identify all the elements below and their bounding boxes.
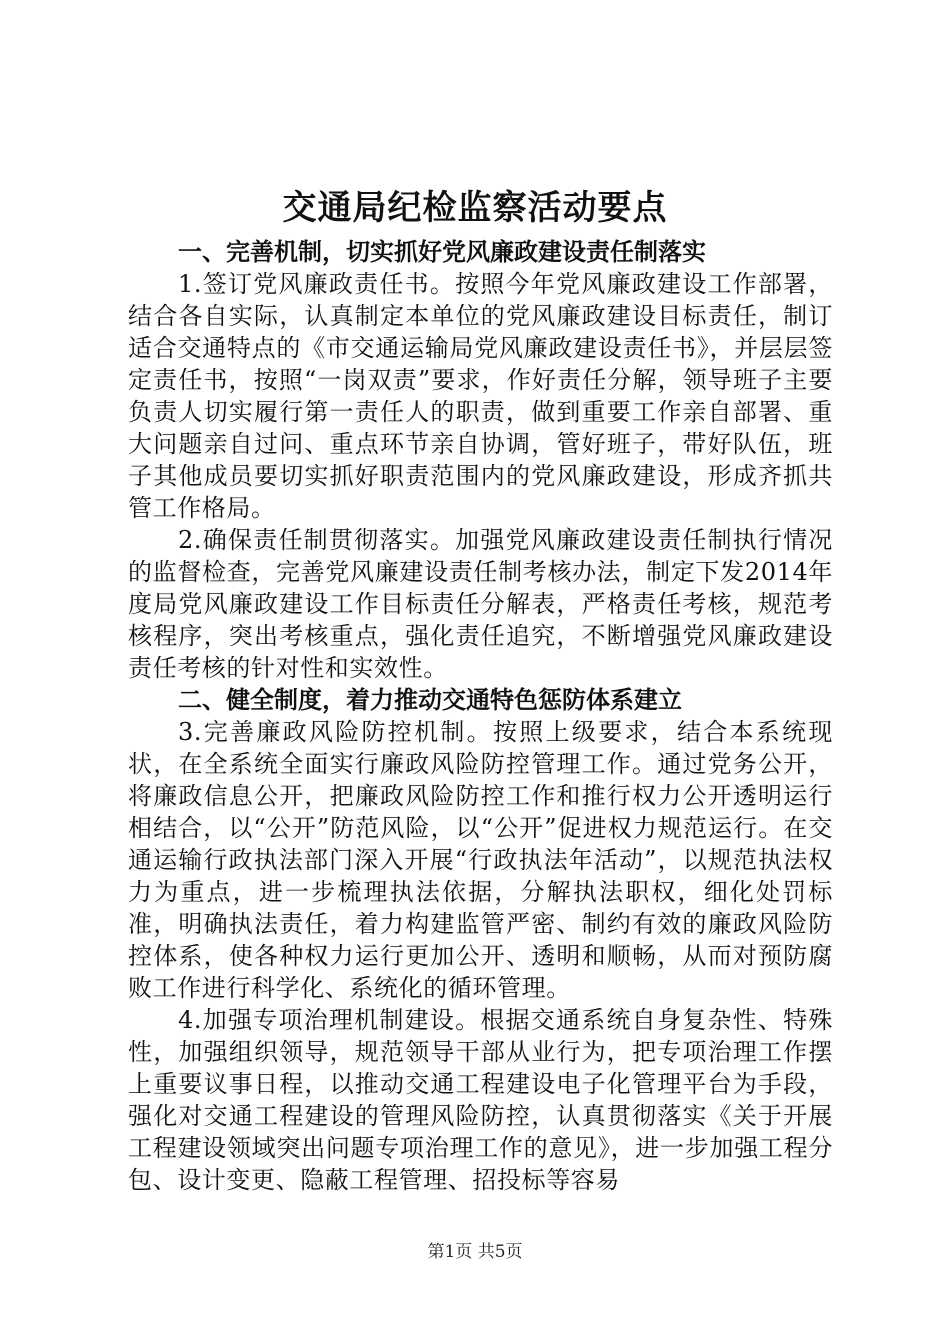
paragraph: 1.签订党风廉政责任书。按照今年党风廉政建设工作部署，结合各自实际，认真制定本单位的党风廉政建设目标责任，制订适合交通特点的《市交通运输局党风廉政建设责任书》，并层层签定责任书，按照“一岗双责”要求，作好责任分解，领导班子主要负责人切实履行第一责任人的职责，做到重要工作亲自部署、重大问题亲自过问、重点环节亲自协调，管好班子，带好队伍，班子其他成员要切实抓好职责范围内的党风廉政建设，形成齐抓共管工作格局。 [128, 270, 833, 522]
document-body [128, 236, 833, 1196]
document-title: 交通局纪检监察活动要点 [282, 188, 668, 228]
section-heading: 一、完善机制，切实抓好党风廉政建设责任制落实 [178, 238, 706, 266]
section-heading: 二、健全制度，着力推动交通特色惩防体系建立 [178, 686, 682, 714]
paragraph: 4.加强专项治理机制建设。根据交通系统自身复杂性、特殊性，加强组织领导，规范领导干部从业行为，把专项治理工作摆上重要议事日程，以推动交通工程建设电子化管理平台为手段，强化对交通工程建设的管理风险防控，认真贯彻落实《关于开展工程建设领域突出问题专项治理工作的意见》，进一步加强工程分包、设计变更、隐蔽工程管理、招投标等容易 [128, 1006, 833, 1194]
paragraph: 2.确保责任制贯彻落实。加强党风廉政建设责任制执行情况的监督检查，完善党风廉建设责任制考核办法，制定下发2014年度局党风廉政建设工作目标责任分解表，严格责任考核，规范考核程序，突出考核重点，强化责任追究，不断增强党风廉政建设责任考核的针对性和实效性。 [128, 526, 833, 682]
page-number-footer: 第1页 共5页 [427, 1242, 523, 1262]
paragraph: 3.完善廉政风险防控机制。按照上级要求，结合本系统现状，在全系统全面实行廉政风险防控管理工作。通过党务公开，将廉政信息公开，把廉政风险防控工作和推行权力公开透明运行相结合，以“公开”防范风险，以“公开”促进权力规范运行。在交通运输行政执法部门深入开展“行政执法年活动”，以规范执法权力为重点，进一步梳理执法依据，分解执法职权，细化处罚标准，明确执法责任，着力构建监管严密、制约有效的廉政风险防控体系，使各种权力运行更加公开、透明和顺畅，从而对预防腐败工作进行科学化、系统化的循环管理。 [128, 718, 833, 1002]
